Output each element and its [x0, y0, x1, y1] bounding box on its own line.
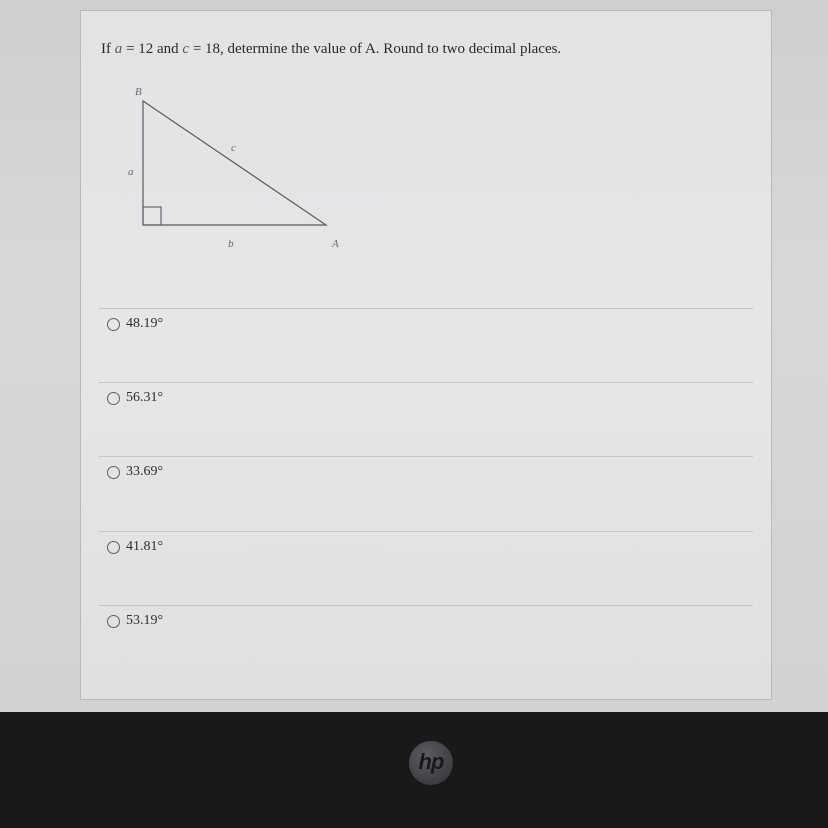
answer-option-3[interactable]	[99, 456, 753, 530]
side-b-label: b	[228, 238, 234, 250]
right-angle-marker	[143, 207, 161, 225]
answer-option-1[interactable]	[99, 308, 753, 382]
vertex-b-label: B	[135, 86, 142, 98]
value-a: = 12	[122, 41, 154, 57]
answer-label: 48.19°	[126, 316, 164, 331]
question-and: and	[153, 41, 183, 57]
question-prefix: If	[101, 41, 115, 57]
answer-option-5[interactable]	[99, 605, 753, 679]
hp-logo	[409, 741, 453, 785]
question-card	[80, 10, 772, 700]
answer-label: 41.81°	[126, 539, 164, 554]
answer-label: 56.31°	[126, 390, 164, 405]
question-text	[101, 41, 751, 58]
answer-label: 53.19°	[126, 613, 164, 628]
variable-a: a	[114, 41, 123, 57]
hp-logo-text: hp	[418, 749, 444, 774]
side-a-label: a	[128, 166, 134, 178]
right-triangle-diagram	[121, 79, 361, 259]
radio-button[interactable]	[107, 615, 120, 628]
answer-option-4[interactable]	[99, 531, 753, 605]
variable-c: c	[182, 41, 190, 57]
value-c: = 18	[189, 41, 221, 57]
vertex-a-label: A	[332, 238, 339, 250]
radio-button[interactable]	[107, 392, 120, 405]
question-suffix: , determine the value of A. Round to two decimal places.	[220, 41, 562, 57]
answer-label: 33.69°	[126, 464, 164, 479]
answer-option-2[interactable]	[99, 382, 753, 456]
radio-button[interactable]	[107, 318, 120, 331]
radio-button[interactable]	[107, 466, 120, 479]
side-c-label: c	[231, 142, 236, 154]
radio-button[interactable]	[107, 541, 120, 554]
triangle-shape	[143, 101, 326, 225]
